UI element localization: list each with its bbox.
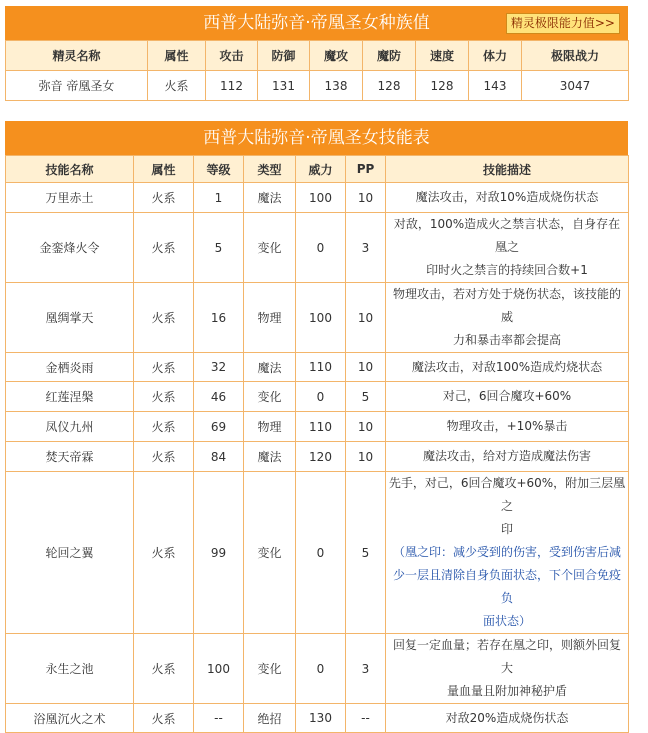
skill-type [244, 213, 296, 283]
skill-name-text[interactable]: 轮回之翼 [45, 546, 94, 560]
skill-type-text: 绝招 [257, 711, 282, 726]
skill-power-text: 0 [316, 389, 325, 404]
skill-power [296, 353, 346, 382]
header-cell: PP [346, 156, 386, 183]
skill-power-text: 110 [309, 419, 332, 434]
skill-row [6, 213, 629, 283]
skill-pp-text: 10 [357, 310, 374, 325]
header-cell: 精灵名称 [6, 41, 148, 71]
skill-power [296, 472, 346, 634]
skill-level-text: 69 [210, 419, 227, 434]
skill-name-text[interactable]: 红莲涅槃 [45, 390, 94, 404]
skill-description-line: 回复一定血量；若存在凰之印，则额外回复大 [392, 638, 621, 675]
skill-level [194, 353, 244, 382]
skill-level-text: 84 [210, 449, 227, 464]
header-cell: 技能描述 [386, 156, 629, 183]
magic-defense-value: 128 [363, 71, 416, 101]
skill-attribute-text: 火系 [151, 191, 176, 205]
skill-power [296, 283, 346, 353]
skill-description-line: 魔法攻击，对敌100%造成灼烧状态 [411, 359, 603, 374]
header-cell: 体力 [469, 41, 522, 71]
skill-pp [346, 442, 386, 472]
skill-description-line: 对敌，100%造成火之禁言状态，自身存在凰之 [393, 217, 621, 254]
skill-pp [346, 183, 386, 213]
skill-power-text: 0 [316, 661, 325, 676]
skill-type [244, 704, 296, 733]
skill-pp [346, 412, 386, 442]
race-values-panel [5, 6, 628, 101]
skill-row [6, 353, 629, 382]
race-values-title: 西普大陆弥音·帝凰圣女种族值 [203, 13, 430, 33]
skill-description-line: 先手，对己，6回合魔攻+60%，附加三层凰之 [388, 476, 626, 513]
skill-type [244, 472, 296, 634]
header-cell: 攻击 [206, 41, 258, 71]
skill-type-text: 变化 [257, 546, 282, 560]
race-header-row [6, 41, 629, 71]
skill-type [244, 382, 296, 412]
skill-power [296, 183, 346, 213]
skill-description-line: 印 [500, 522, 513, 536]
skill-level [194, 472, 244, 634]
skill-power-text: 130 [309, 711, 332, 725]
skill-pp [346, 382, 386, 412]
skill-attribute [134, 704, 194, 733]
skill-type-text: 变化 [257, 390, 282, 404]
skill-type [244, 283, 296, 353]
skill-description-line: 对敌20%造成烧伤状态 [445, 710, 569, 725]
skill-pp [346, 472, 386, 634]
skill-power-text: 0 [316, 545, 325, 560]
skill-attribute-text: 火系 [151, 390, 176, 404]
skill-type [244, 442, 296, 472]
spirit-name: 弥音 帝凰圣女 [6, 71, 148, 101]
skill-attribute [134, 353, 194, 382]
skill-description-line: 对己，6回合魔攻+60% [442, 389, 572, 403]
skill-pp [346, 353, 386, 382]
skills-header-row [6, 156, 629, 183]
skill-description [386, 442, 629, 472]
skill-name-text[interactable]: 金銮烽火令 [39, 241, 100, 255]
header-cell: 属性 [134, 156, 194, 183]
skill-row [6, 704, 629, 733]
skill-attribute-text: 火系 [151, 450, 176, 464]
skill-attribute [134, 634, 194, 704]
skill-level [194, 283, 244, 353]
skill-name [6, 634, 134, 704]
skill-level-text: 46 [210, 389, 227, 404]
skill-type [244, 183, 296, 213]
skill-type [244, 353, 296, 382]
skill-power [296, 442, 346, 472]
skill-pp-text: 10 [357, 360, 374, 374]
skill-description-line: 量血量且附加神秘护盾 [446, 684, 567, 698]
skill-row [6, 183, 629, 213]
skill-description-line: 物理攻击，+10%暴击 [446, 419, 568, 433]
skill-description-note-line: （凰之印：减少受到的伤害，受到伤害后减 [392, 545, 621, 559]
skill-pp [346, 634, 386, 704]
skill-pp-text: 10 [357, 190, 374, 205]
skill-type [244, 412, 296, 442]
skill-description [386, 412, 629, 442]
header-cell: 威力 [296, 156, 346, 183]
skill-pp [346, 213, 386, 283]
skill-level-text: 100 [207, 661, 230, 676]
skill-pp-text: 5 [361, 389, 370, 404]
skill-description-line: 魔法攻击，对敌10%造成烧伤状态 [415, 190, 599, 204]
skill-description [386, 283, 629, 353]
skill-power-text: 0 [316, 240, 325, 255]
skill-level [194, 412, 244, 442]
header-cell: 极限战力 [522, 41, 629, 71]
skill-attribute [134, 183, 194, 213]
skill-power [296, 412, 346, 442]
header-cell: 等级 [194, 156, 244, 183]
magic-attack-value: 138 [310, 71, 363, 101]
skill-power-text: 120 [309, 449, 332, 464]
skill-name [6, 213, 134, 283]
skill-type-text: 魔法 [257, 191, 282, 205]
skill-attribute-text: 火系 [151, 360, 176, 375]
skill-name [6, 382, 134, 412]
skill-type-text: 变化 [257, 241, 282, 255]
skill-name [6, 704, 134, 733]
skill-type-text: 魔法 [257, 450, 282, 464]
skill-level-text: 16 [210, 310, 227, 325]
skill-pp-text: 3 [361, 240, 370, 255]
skill-pp-text: -- [361, 711, 370, 725]
skill-pp [346, 704, 386, 733]
skill-power [296, 382, 346, 412]
skill-row [6, 382, 629, 412]
skill-level [194, 183, 244, 213]
skill-type-text: 魔法 [257, 360, 282, 375]
skill-row [6, 634, 629, 704]
skills-title: 西普大陆弥音·帝凰圣女技能表 [203, 128, 430, 148]
skill-name-text[interactable]: 永生之池 [45, 662, 94, 676]
race-data-row [6, 71, 629, 101]
skill-description-note-line: 面状态） [482, 614, 531, 628]
skill-level [194, 213, 244, 283]
skill-name [6, 353, 134, 382]
skill-name [6, 283, 134, 353]
header-cell: 类型 [244, 156, 296, 183]
skill-description [386, 472, 629, 634]
skill-level [194, 634, 244, 704]
attribute-value: 火系 [148, 71, 206, 101]
skills-title-bar [5, 121, 628, 155]
skill-level-text: 1 [214, 190, 223, 205]
skill-power-text: 110 [309, 360, 332, 374]
header-cell: 防御 [258, 41, 310, 71]
speed-value: 128 [416, 71, 469, 101]
skill-level [194, 382, 244, 412]
skill-name [6, 442, 134, 472]
skill-description [386, 183, 629, 213]
skill-description [386, 382, 629, 412]
skill-row [6, 472, 629, 634]
max-power-value: 3047 [522, 71, 629, 101]
skill-description [386, 704, 629, 733]
skill-description [386, 353, 629, 382]
skill-attribute [134, 412, 194, 442]
skill-level-text: -- [214, 711, 223, 725]
race-values-table [5, 40, 629, 101]
skill-attribute [134, 442, 194, 472]
skill-level-text: 99 [210, 545, 227, 560]
defense-value: 131 [258, 71, 310, 101]
skill-description-line: 魔法攻击，给对方造成魔法伤害 [422, 449, 591, 463]
skill-description-note-line: 少一层且清除自身负面状态，下个回合免疫负 [392, 568, 621, 605]
skill-attribute-text: 火系 [151, 311, 176, 325]
skill-pp-text: 10 [357, 449, 374, 464]
skill-attribute-text: 火系 [151, 711, 176, 726]
skill-name [6, 412, 134, 442]
skills-table [5, 155, 629, 733]
skill-description-line: 力和暴击率都会提高 [452, 333, 561, 347]
skill-pp-text: 3 [361, 661, 370, 676]
attack-value: 112 [206, 71, 258, 101]
hp-value: 143 [469, 71, 522, 101]
skill-power [296, 704, 346, 733]
header-cell: 速度 [416, 41, 469, 71]
skill-attribute-text: 火系 [151, 420, 176, 434]
skill-power-text: 100 [309, 190, 332, 205]
skill-power-text: 100 [309, 310, 332, 325]
skill-power [296, 634, 346, 704]
skill-description-line: 物理攻击，若对方处于烧伤状态，该技能的威 [392, 287, 621, 324]
skill-level-text: 32 [210, 360, 227, 374]
skill-row [6, 283, 629, 353]
skill-attribute [134, 283, 194, 353]
skill-name [6, 472, 134, 634]
skill-description [386, 213, 629, 283]
skills-panel [5, 121, 628, 733]
skill-name [6, 183, 134, 213]
skill-attribute [134, 472, 194, 634]
header-cell: 魔攻 [310, 41, 363, 71]
skill-power [296, 213, 346, 283]
header-cell: 魔防 [363, 41, 416, 71]
skill-level-text: 5 [214, 240, 223, 255]
skill-pp [346, 283, 386, 353]
skill-level [194, 442, 244, 472]
skill-type [244, 634, 296, 704]
skill-attribute-text: 火系 [151, 662, 176, 676]
skill-row [6, 442, 629, 472]
skill-name-text[interactable]: 凤仪九州 [45, 420, 94, 434]
skill-attribute [134, 382, 194, 412]
skill-attribute-text: 火系 [151, 241, 176, 255]
skill-pp-text: 5 [361, 545, 370, 560]
race-values-title-bar [5, 6, 628, 40]
skill-row [6, 412, 629, 442]
skill-pp-text: 10 [357, 419, 374, 434]
skill-name-text[interactable]: 凰绸掌天 [45, 311, 94, 325]
skill-name-text[interactable]: 浴凰沉火之术 [33, 711, 106, 726]
skill-type-text: 物理 [257, 420, 282, 434]
skill-level [194, 704, 244, 733]
skill-type-text: 物理 [257, 311, 282, 325]
skill-type-text: 变化 [257, 662, 282, 676]
skill-attribute [134, 213, 194, 283]
skill-name-text[interactable]: 金栖炎雨 [45, 360, 94, 375]
header-cell: 属性 [148, 41, 206, 71]
header-cell: 技能名称 [6, 156, 134, 183]
skill-description-line: 印时火之禁言的持续回合数+1 [426, 263, 588, 277]
skill-attribute-text: 火系 [151, 546, 176, 560]
skill-name-text[interactable]: 焚天帝霖 [45, 450, 94, 464]
skill-description [386, 634, 629, 704]
limit-stats-button[interactable]: 精灵极限能力值>> [506, 13, 620, 34]
skill-name-text[interactable]: 万里赤土 [45, 191, 94, 205]
